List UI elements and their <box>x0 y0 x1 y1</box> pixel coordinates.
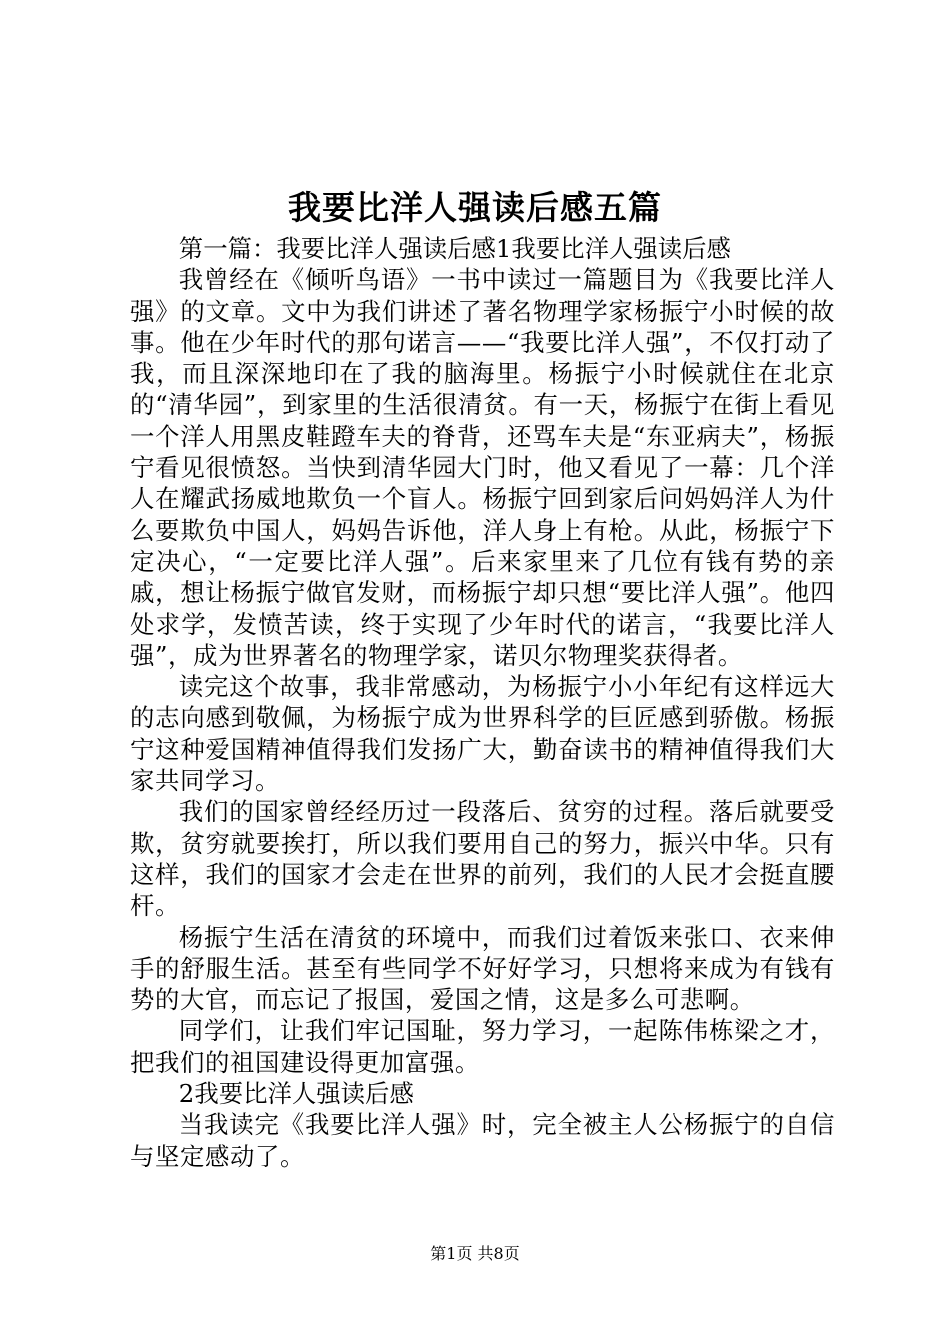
section-heading: 2我要比洋人强读后感 <box>178 1079 414 1109</box>
paragraph: 我曾经在《倾听鸟语》一书中读过一篇题目为《我要比洋人强》的文章。文中为我们讲述了著名物理学家杨振宁小时候的故事。他在少年时代的那句诺言——“我要比洋人强”，不仅打动了我，而且深深地印在了我的脑海里。杨振宁小时候就住在北京的“清华园”，到家里的生活很清贫。有一天，杨振宁在街上看见一个洋人用黑皮鞋蹬车夫的脊背，还骂车夫是“东亚病夫”，杨振宁看见很愤怒。当快到清华园大门时，他又看见了一幕：几个洋人在耀武扬威地欺负一个盲人。杨振宁回到家后问妈妈洋人为什么要欺负中国人，妈妈告诉他，洋人身上有枪。从此，杨振宁下定决心，“一定要比洋人强”。后来家里来了几位有钱有势的亲戚，想让杨振宁做官发财，而杨振宁却只想“要比洋人强”。他四处求学，发愤苦读，终于实现了少年时代的诺言，“我要比洋人强”，成为世界著名的物理学家，诺贝尔物理奖获得者。 <box>130 265 835 670</box>
paragraph: 杨振宁生活在清贫的环境中，而我们过着饭来张口、衣来伸手的舒服生活。甚至有些同学不好好学习，只想将来成为有钱有势的大官，而忘记了报国，爱国之情，这是多么可悲啊。 <box>130 922 835 1015</box>
page-footer: 第1页 共8页 <box>430 1244 520 1263</box>
paragraph: 当我读完《我要比洋人强》时，完全被主人公杨振宁的自信与坚定感动了。 <box>130 1110 835 1171</box>
section-heading: 第一篇：我要比洋人强读后感1我要比洋人强读后感 <box>178 234 731 263</box>
document-body <box>130 233 835 1172</box>
paragraph: 同学们，让我们牢记国耻，努力学习，一起陈伟栋梁之才，把我们的祖国建设得更加富强。 <box>130 1016 835 1077</box>
paragraph: 我们的国家曾经经历过一段落后、贫穷的过程。落后就要受欺，贫穷就要挨打，所以我们要用自己的努力，振兴中华。只有这样，我们的国家才会走在世界的前列，我们的人民才会挺直腰杆。 <box>130 797 835 921</box>
paragraph: 读完这个故事，我非常感动，为杨振宁小小年纪有这样远大的志向感到敬佩，为杨振宁成为世界科学的巨匠感到骄傲。杨振宁这种爱国精神值得我们发扬广大，勤奋读书的精神值得我们大家共同学习。 <box>130 672 835 796</box>
document-title: 我要比洋人强读后感五篇 <box>288 188 662 227</box>
